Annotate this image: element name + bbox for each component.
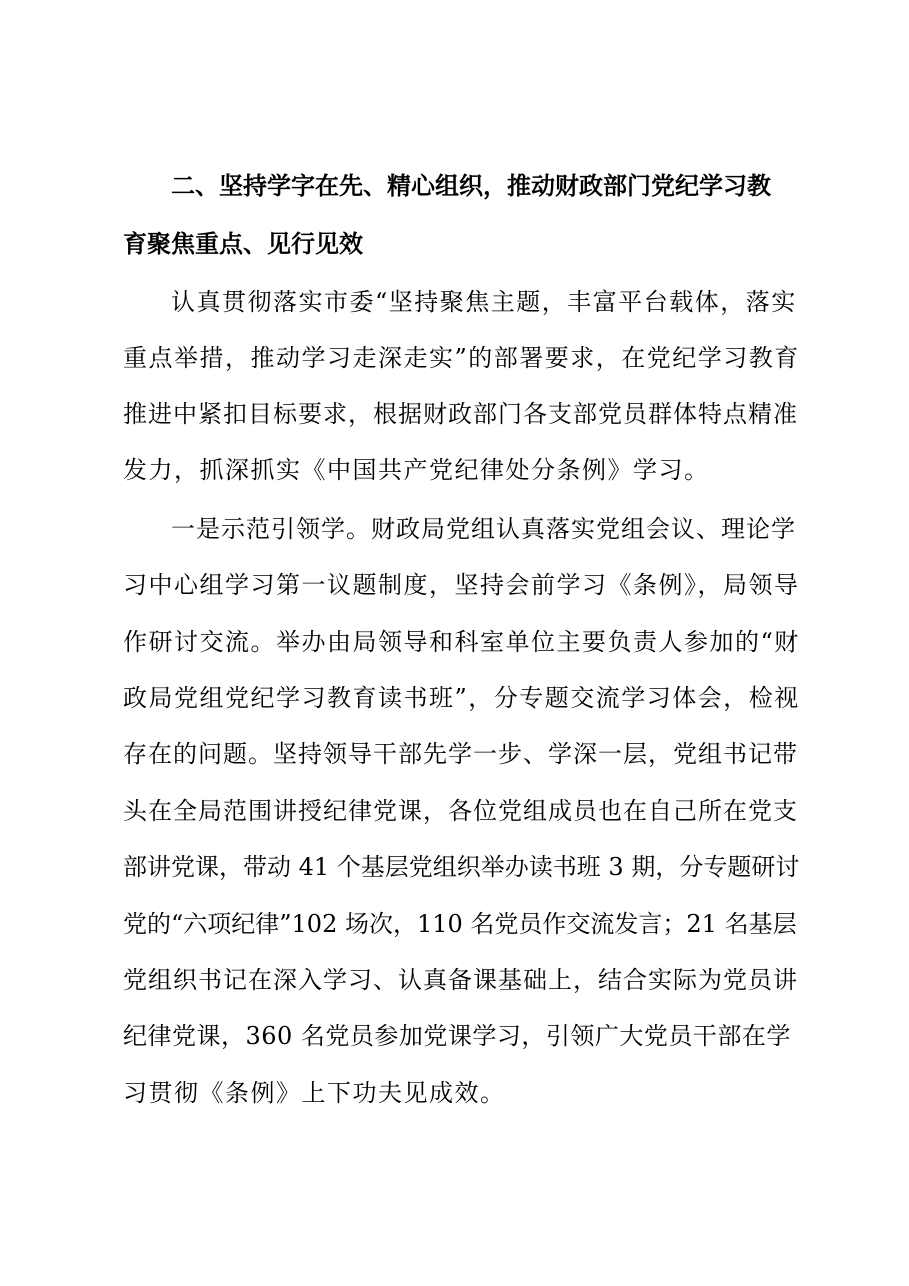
paragraph-2-line-3: 作研讨交流。举办由局领导和科室单位主要负责人参加的“财 [123, 628, 800, 656]
paragraph-2-line-10: 纪律党课，360 名党员参加党课学习，引领广大党员干部在学 [123, 1022, 791, 1050]
paragraph-1-line-1: 认真贯彻落实市委“坚持聚焦主题，丰富平台载体，落实 [171, 288, 797, 316]
paragraph-2-line-6: 头在全局范围讲授纪律党课，各位党组成员也在自己所在党支 [123, 797, 798, 825]
section-heading-line-2: 育聚焦重点、见行见效 [123, 230, 363, 258]
paragraph-2-line-8: 党的“六项纪律”102 场次，110 名党员作交流发言；21 名基层 [123, 910, 797, 938]
paragraph-1-line-4: 发力，抓深抓实《中国共产党纪律处分条例》学习。 [123, 456, 710, 484]
paragraph-2-line-11: 习贯彻《条例》上下功夫见成效。 [123, 1079, 506, 1107]
paragraph-2-line-2: 习中心组学习第一议题制度，坚持会前学习《条例》，局领导 [123, 571, 800, 599]
section-heading-line-1: 二、坚持学字在先、精心组织，推动财政部门党纪学习教 [171, 172, 771, 200]
paragraph-1-line-3: 推进中紧扣目标要求，根据财政部门各支部党员群体特点精准 [123, 400, 798, 428]
paragraph-1-line-2: 重点举措，推动学习走深走实”的部署要求，在党纪学习教育 [123, 344, 800, 372]
paragraph-2-line-1: 一是示范引领学。财政局党组认真落实党组会议、理论学 [171, 515, 796, 543]
paragraph-2-line-5: 存在的问题。坚持领导干部先学一步、学深一层，党组书记带 [123, 740, 798, 768]
paragraph-2-line-4: 政局党组党纪学习教育读书班”，分专题交流学习体会，检视 [123, 684, 800, 712]
paragraph-2-line-9: 党组织书记在深入学习、认真备课基础上，结合实际为党员讲 [123, 966, 798, 994]
paragraph-2-line-7: 部讲党课，带动 41 个基层党组织举办读书班 3 期，分专题研讨 [123, 853, 800, 881]
